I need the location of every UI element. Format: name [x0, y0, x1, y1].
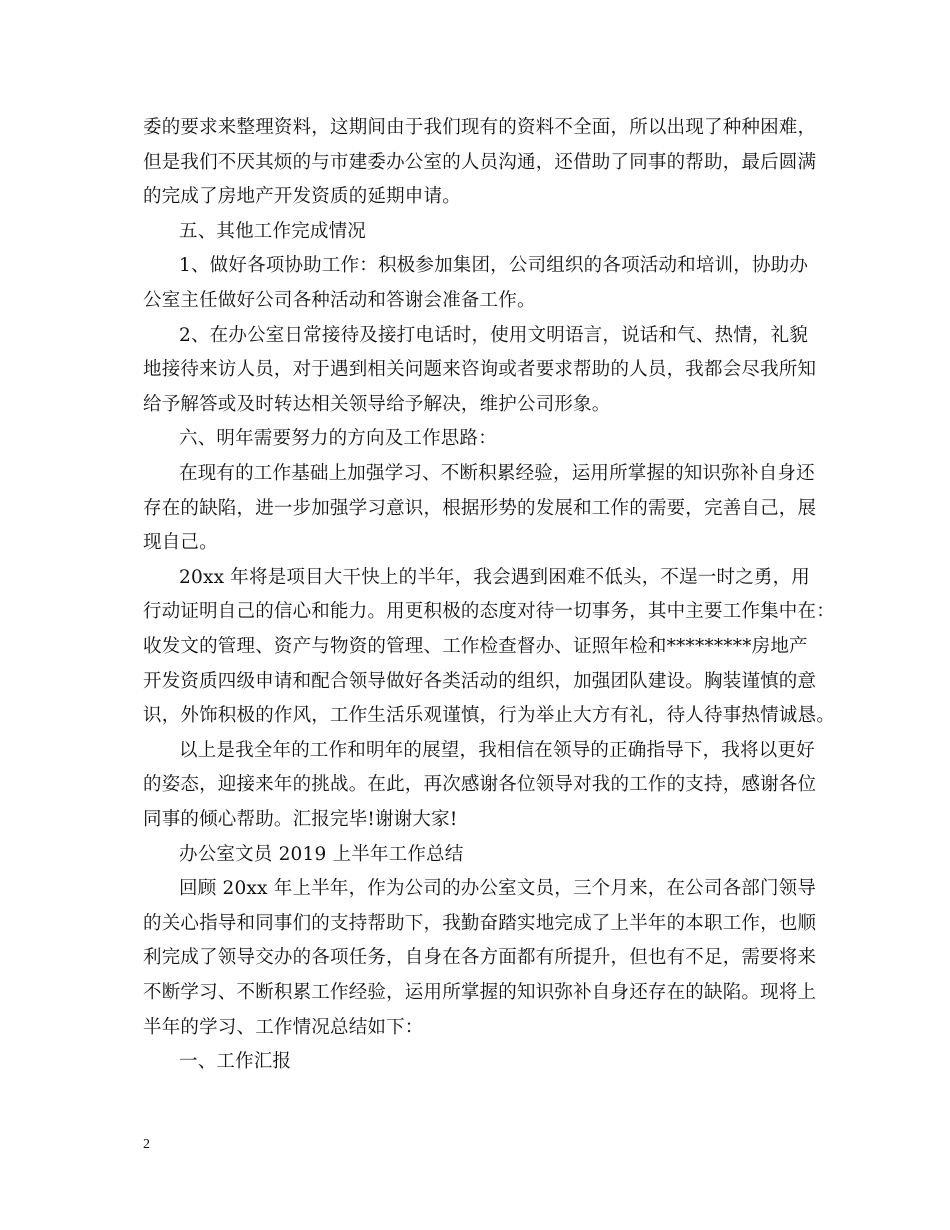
text-line: 在现有的工作基础上加强学习、不断积累经验，运用所掌握的知识弥补自身还 — [179, 463, 815, 484]
text-line: 存在的缺陷，进一步加强学习意识，根据形势的发展和工作的需要，完善自己，展 — [143, 497, 817, 519]
text-line: 现自己。 — [143, 532, 218, 554]
text-line: 同事的倾心帮助。汇报完毕!谢谢大家! — [143, 809, 458, 830]
text-line: 但是我们不厌其烦的与市建委办公室的人员沟通，还借助了同事的帮助，最后圆满 — [143, 151, 817, 173]
text-line: 的姿态，迎接来年的挑战。在此，再次感谢各位领导对我的工作的支持，感谢各位 — [143, 774, 817, 796]
text-line: 识，外饰积极的作风，工作生活乐观谨慎，行为举止大方有礼，待人待事热情诚恳。 — [143, 705, 835, 727]
text-line: 地接待来访人员，对于遇到相关问题来咨询或者要求帮助的人员，我都会尽我所知 — [143, 359, 817, 381]
text-line: 行动证明自己的信心和能力。用更积极的态度对待一切事务，其中主要工作集中在： — [143, 601, 835, 623]
text-line: 半年的学习、工作情况总结如下： — [143, 1016, 424, 1038]
page-number: 2 — [143, 1137, 150, 1152]
text-line: 20xx 年将是项目大干快上的半年，我会遇到困难不低头，不逞一时之勇，用 — [179, 566, 810, 588]
text-line: 五、其他工作完成情况 — [179, 220, 367, 242]
text-line: 办公室文员 2019 上半年工作总结 — [179, 843, 464, 865]
text-line: 回顾 20xx 年上半年，作为公司的办公室文员，三个月来，在公司各部门领导 — [179, 878, 817, 900]
text-line: 公室主任做好公司各种活动和答谢会准备工作。 — [143, 290, 536, 311]
text-line: 的完成了房地产开发资质的延期申请。 — [143, 186, 461, 208]
text-line: 一、工作汇报 — [179, 1051, 292, 1073]
text-line: 开发资质四级申请和配合领导做好各类活动的组织，加强团队建设。胸装谨慎的意 — [143, 670, 817, 692]
text-line: 不断学习、不断积累工作经验，运用所掌握的知识弥补自身还存在的缺陷。现将上 — [143, 982, 817, 1003]
text-line: 1、做好各项协助工作：积极参加集团，公司组织的各项活动和培训，协助办 — [179, 255, 809, 277]
text-line: 的关心指导和同事们的支持帮助下，我勤奋踏实地完成了上半年的本职工作，也顺 — [143, 912, 817, 934]
text-line: 2、在办公室日常接待及接打电话时，使用文明语言，说话和气、热情，礼貌 — [179, 324, 809, 346]
text-line: 委的要求来整理资料，这期间由于我们现有的资料不全面，所以出现了种种困难， — [143, 117, 817, 138]
text-line: 收发文的管理、资产与物资的管理、工作检查督办、证照年检和*********房地产 — [143, 636, 808, 657]
text-line: 六、明年需要努力的方向及工作思路： — [179, 428, 497, 450]
text-line: 以上是我全年的工作和明年的展望，我相信在领导的正确指导下，我将以更好 — [179, 739, 815, 761]
text-line: 给予解答或及时转达相关领导给予解决，维护公司形象。 — [143, 393, 611, 415]
text-line: 利完成了领导交办的各项任务，自身在各方面都有所提升，但也有不足，需要将来 — [143, 947, 817, 969]
